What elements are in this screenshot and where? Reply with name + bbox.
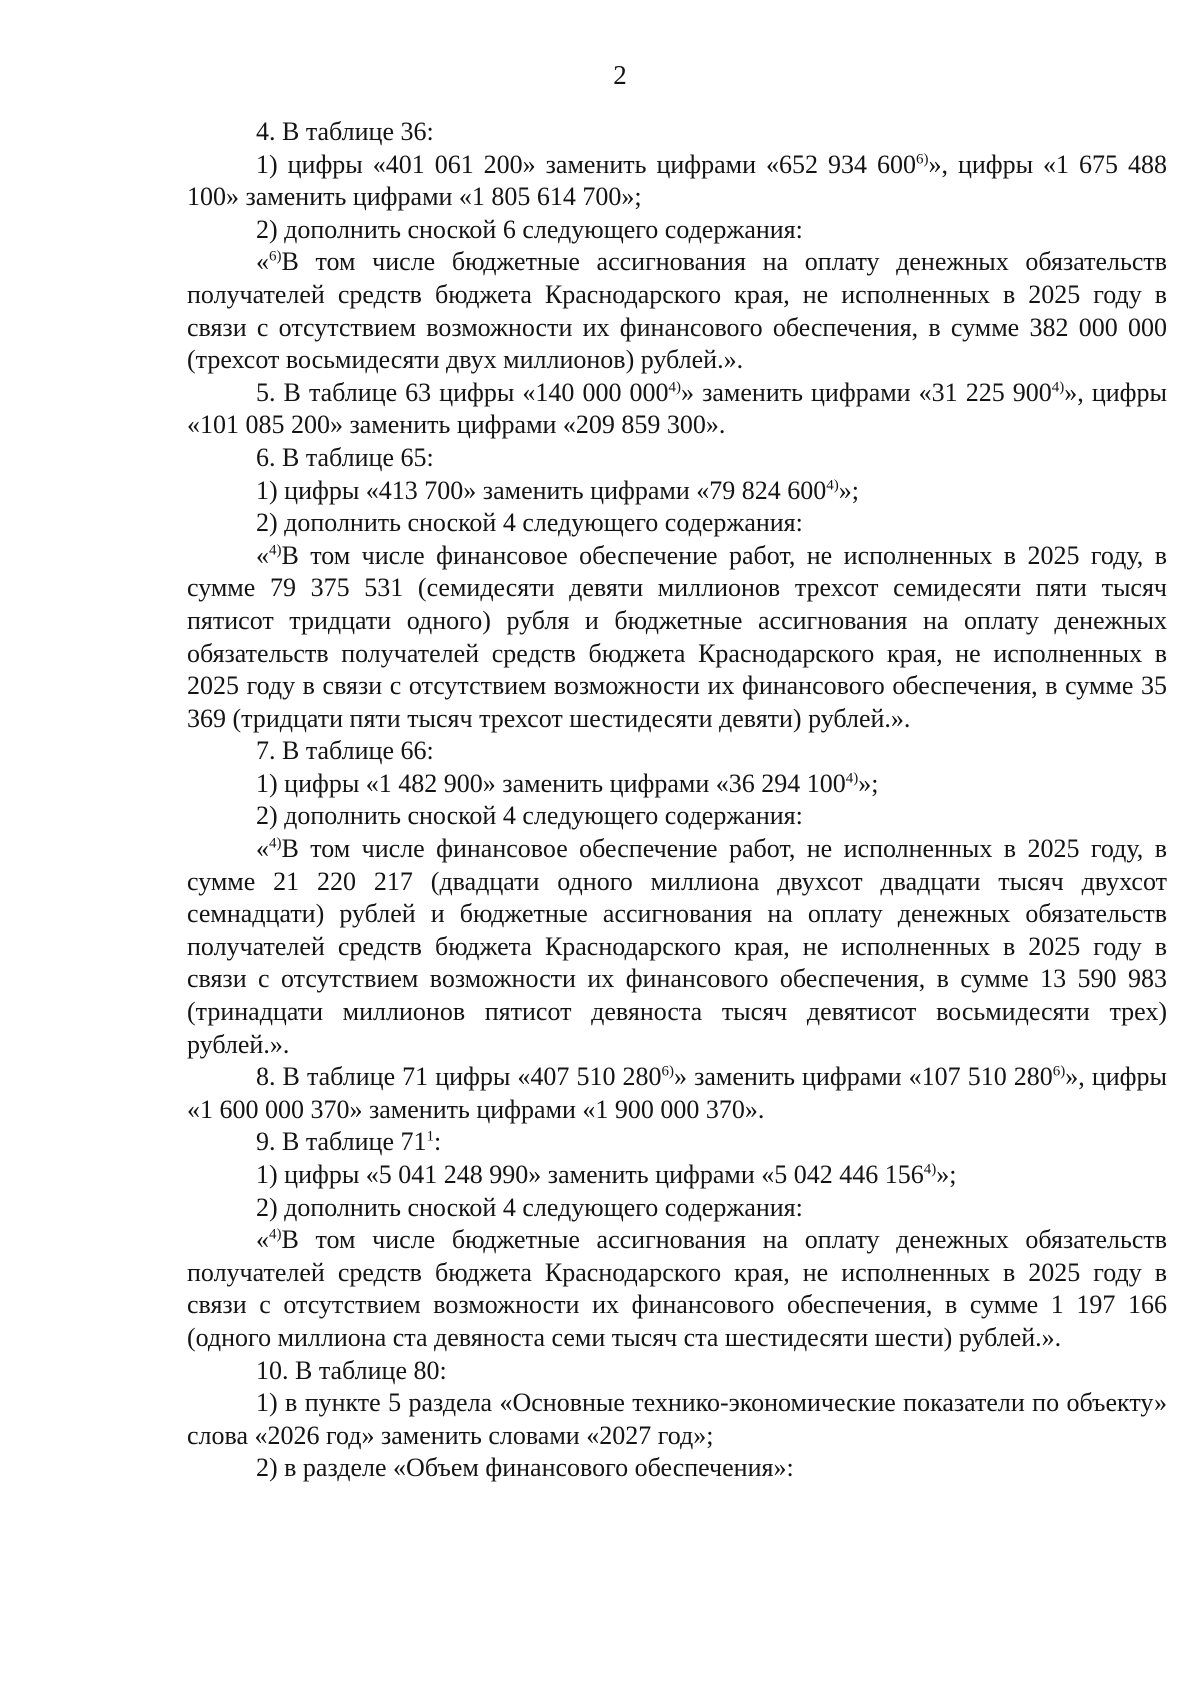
- paragraph: [187, 735, 1167, 768]
- page-number: 2: [613, 60, 627, 90]
- paragraph-text: 1) цифры «5 041 248 990» заменить цифрами «5 042 446 156: [256, 1160, 924, 1189]
- paragraph: [187, 1159, 1167, 1192]
- footnote-marker: 4): [668, 379, 682, 396]
- paragraph-text: », цифры «1 675 488 100» заменить цифрами «1 805 614 700»;: [187, 149, 1167, 212]
- paragraph: [187, 1192, 1167, 1225]
- paragraph-text: », цифры «1 600 000 370» заменить цифрами «1 900 000 370».: [187, 1062, 1167, 1124]
- footnote-marker: 4): [923, 1161, 937, 1178]
- footnote-marker: 6): [269, 248, 282, 265]
- paragraph-text: 9. В таблице 71: [256, 1127, 427, 1157]
- paragraph-text: 1) в пункте 5 раздела «Основные технико-экономические показатели по объекту» слова «2026 год» заменить словами «2027 год»;: [187, 1388, 1167, 1450]
- paragraph-text: 1) цифры «413 700» заменить цифрами «79 824 600: [256, 475, 827, 505]
- paragraph-text: 10. В таблице 80:: [256, 1355, 447, 1385]
- paragraph-text: В том числе финансовое обеспечение работ, не исполненных в 2025 году, в сумме 21 220 217 (двадцати одного миллиона двухсот двадцати тысяч двухсот семнадцати) рублей и бюджетные ассигнования на оплату денежных обязательств получателей средств бюджета Краснодарского края, не исполненных в 2025 году в связи с отсутствием возможности их финансового обеспечения, в сумме 13 590 983 (тринадцати миллионов пятисот девяноста тысяч девятисот восьмидесяти трех) рублей.».: [187, 834, 1167, 1059]
- paragraph-text: 2) в разделе «Объем финансового обеспечения»:: [256, 1453, 794, 1483]
- paragraph: [187, 540, 1167, 736]
- paragraph: [187, 116, 1167, 149]
- paragraph-text: «: [256, 1225, 269, 1255]
- paragraph: [187, 442, 1167, 475]
- paragraph: [187, 1452, 1167, 1485]
- paragraph-text: 6. В таблице 65:: [256, 442, 434, 472]
- paragraph-text: » заменить цифрами «107 510 280: [674, 1062, 1053, 1092]
- paragraph-text: 2) дополнить сноской 6 следующего содержания:: [256, 214, 803, 244]
- footnote-marker: 4): [269, 835, 282, 852]
- paragraph-text: В том числе бюджетные ассигнования на оплату денежных обязательств получателей средств бюджета Краснодарского края, не исполненных в 2025 году в связи с отсутствием возможности их финансового обеспечения, в сумме 1 197 166 (одного миллиона ста девяноста семи тысяч ста шестидесяти шести) рублей.».: [187, 1225, 1167, 1352]
- footnote-marker: 4): [845, 770, 859, 787]
- paragraph-text: 1) цифры «401 061 200» заменить цифрами «652 934 600: [256, 149, 916, 179]
- footnote-marker: 4): [826, 476, 839, 493]
- paragraph-text: «: [256, 834, 269, 864]
- document-body: [187, 116, 1167, 1485]
- footnote-marker: 6): [915, 150, 929, 167]
- footnote-marker: 1: [426, 1128, 434, 1145]
- paragraph-text: »;: [838, 475, 859, 505]
- paragraph: [187, 377, 1167, 442]
- footnote-marker: 4): [269, 542, 282, 559]
- paragraph: [187, 1224, 1167, 1354]
- footnote-marker: 6): [1052, 1063, 1066, 1080]
- footnote-marker: 6): [661, 1063, 675, 1080]
- paragraph: [187, 1387, 1167, 1452]
- paragraph-text: В том числе бюджетные ассигнования на оплату денежных обязательств получателей средств бюджета Краснодарского края, не исполненных в 2025 году в связи с отсутствием возможности их финансового обеспечения, в сумме 382 000 000 (трехсот восьмидесяти двух миллионов) рублей.».: [187, 247, 1167, 375]
- paragraph-text: »;: [858, 768, 879, 798]
- paragraph: [187, 1061, 1167, 1126]
- paragraph: [187, 800, 1167, 833]
- paragraph-text: :: [434, 1127, 442, 1157]
- paragraph-text: «: [256, 247, 269, 277]
- paragraph-text: 2) дополнить сноской 4 следующего содержания:: [256, 1192, 803, 1222]
- paragraph: [187, 246, 1167, 376]
- paragraph-text: 5. В таблице 63 цифры «140 000 000: [256, 377, 669, 407]
- paragraph-text: 2) дополнить сноской 4 следующего содержания:: [256, 801, 803, 831]
- paragraph-text: » заменить цифрами «31 225 900: [681, 377, 1052, 407]
- paragraph: [187, 214, 1167, 247]
- paragraph-text: «: [256, 540, 269, 570]
- paragraph-text: 4. В таблице 36:: [256, 117, 434, 146]
- paragraph: [187, 1126, 1167, 1159]
- paragraph: [187, 507, 1167, 540]
- paragraph-text: 1) цифры «1 482 900» заменить цифрами «36 294 100: [256, 768, 846, 798]
- footnote-marker: 4): [1051, 379, 1065, 396]
- paragraph: [187, 475, 1167, 508]
- paragraph-text: В том числе финансовое обеспечение работ, не исполненных в 2025 году, в сумме 79 375 531 (семидесяти девяти миллионов трехсот семидесяти пяти тысяч пятисот тридцати одного) рубля и бюджетные ассигнования на оплату денежных обязательств получателей средств бюджета Краснодарского края, не исполненных в 2025 году в связи с отсутствием возможности их финансового обеспечения, в сумме 35 369 (тридцати пяти тысяч трехсот шестидесяти девяти) рублей.».: [187, 540, 1167, 733]
- paragraph-text: 8. В таблице 71 цифры «407 510 280: [256, 1062, 662, 1092]
- paragraph-text: », цифры «101 085 200» заменить цифрами «209 859 300».: [187, 377, 1167, 440]
- paragraph-text: 2) дополнить сноской 4 следующего содержания:: [256, 508, 803, 538]
- paragraph-text: »;: [936, 1160, 957, 1189]
- paragraph: [187, 149, 1167, 214]
- footnote-marker: 4): [269, 1226, 282, 1243]
- paragraph: [187, 768, 1167, 801]
- paragraph-text: 7. В таблице 66:: [256, 736, 434, 766]
- paragraph: [187, 1355, 1167, 1388]
- paragraph: [187, 833, 1167, 1061]
